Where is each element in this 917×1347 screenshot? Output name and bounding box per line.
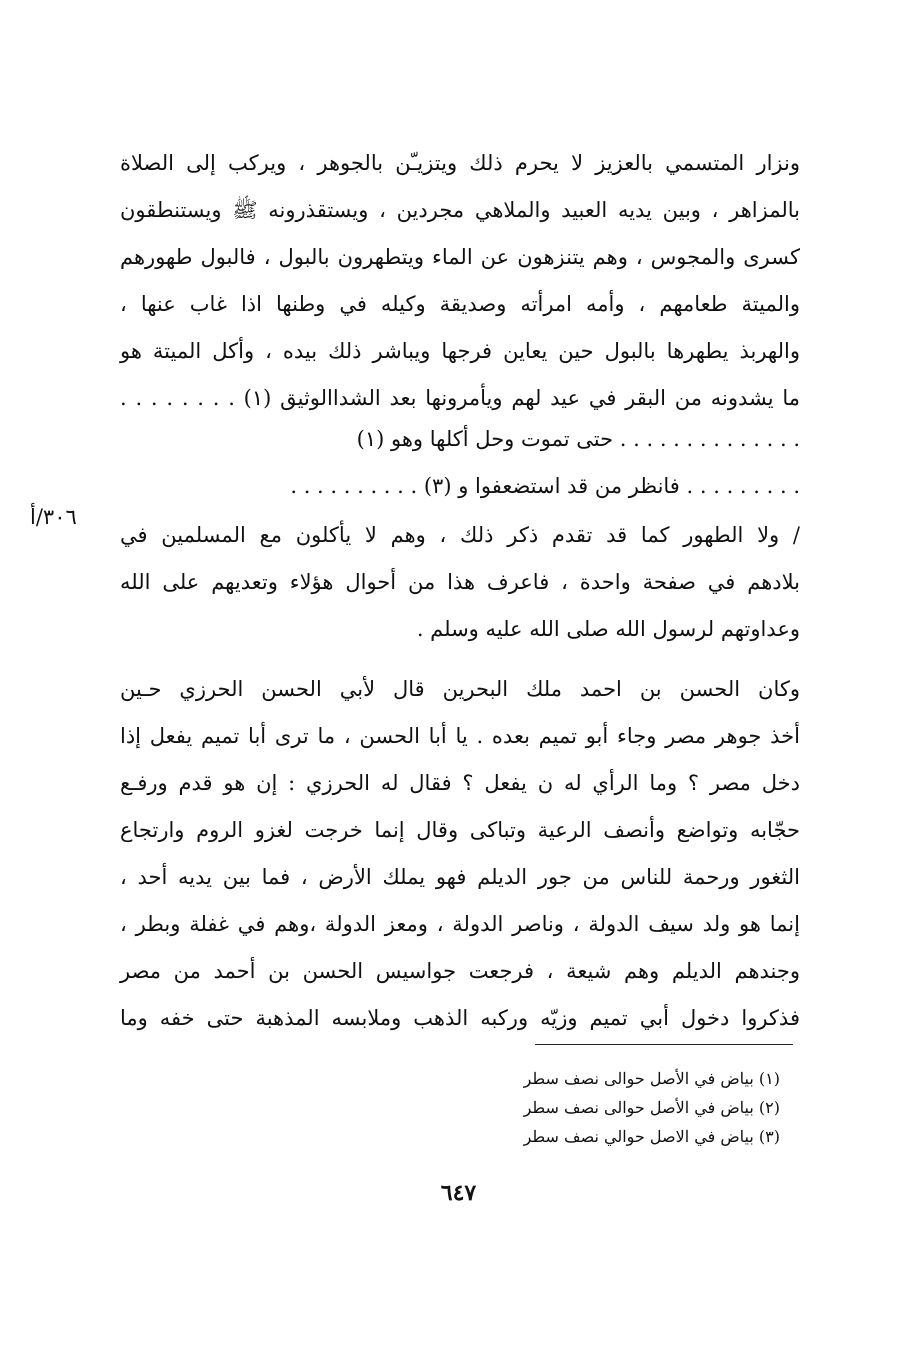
footnote: (٢) بياض في الأصل حوالى نصف سطر xyxy=(523,1098,780,1117)
text-line: إنما هو ولد سيف الدولة ، وناصر الدولة ، ومعز الدولة ،وهم في غفلة وبطر ، xyxy=(120,912,800,936)
text-line: أخذ جوهر مصر وجاء أبو تميم بعده . يا أبا الحسن ، ما ترى أبا تميم يفعل إذا xyxy=(120,724,800,748)
footnotes xyxy=(420,1064,780,1151)
text-line: بلادهم في صفحة واحدة ، فاعرف هذا من أحوال هؤلاء وتعديهم على الله xyxy=(120,570,800,594)
paragraph-2 xyxy=(120,512,800,653)
text-line: ونزار المتسمي بالعزيز لا يحرم ذلك ويتزيـّن بالجوهر ، ويركب إلى الصلاة xyxy=(120,151,800,175)
verse-line: . . . . . . . . . فانظر من قد استضعفوا و (٣) . . . . . . . . . . xyxy=(290,474,800,498)
text-line: بالمزاهر ، وبين يديه العبيد والملاهي مجردين ، ويستقذرونه ﷺ ويستنطقون xyxy=(120,198,800,222)
text-line: وجندهم الديلم وهم شيعة ، فرجعت جواسيس الحسن بن أحمد من مصر xyxy=(120,959,800,983)
text-line: كسرى والمجوس ، وهم يتنزهون عن الماء ويتطهرون بالبول ، فالبول طهورهم xyxy=(120,245,800,269)
text-line: وعداوتهم لرسول الله صلى الله عليه وسلم . xyxy=(416,617,800,641)
paragraph-1 xyxy=(120,140,800,422)
footnote: (٣) بياض في الاصل حوالي نصف سطر xyxy=(523,1127,780,1146)
text-line: ما يشدونه من البقر في عيد لهم ويأمرونها بعد الشداالوثيق (١) . . . . . . . . xyxy=(120,386,800,410)
text-line: / ولا الطهور كما قد تقدم ذكر ذلك ، وهم لا يأكلون مع المسلمين في xyxy=(120,523,800,547)
page-number: ٦٤٧ xyxy=(440,1180,477,1206)
text-line: فذكروا دخول أبي تميم وزيّه وركبه الذهب وملابسه المذهبة حتى خفه وما xyxy=(120,1006,800,1030)
footnote-divider xyxy=(535,1044,793,1045)
text-line: وكان الحسن بن احمد ملك البحرين قال لأبي الحسن الحرزي حـين xyxy=(120,677,800,701)
text-line: والميتة طعامهم ، وأمه امرأته وصديقة وكيله في وطنها اذا غاب عنها ، xyxy=(120,292,800,316)
verse-line: . . . . . . . . . . . . . . حتى تموت وحل أكلها وهو (١) xyxy=(356,427,800,451)
footnote: (١) بياض في الأصل حوالى نصف سطر xyxy=(523,1069,780,1088)
verse-block xyxy=(120,416,800,510)
text-line: والهربذ يطهرها بالبول حين يعاين فرجها ويباشر ذلك بيده ، وأكل الميتة هو xyxy=(120,339,800,363)
folio-margin-note: ٣٠٦/أ xyxy=(30,505,77,529)
text-line: حجّابه وتواضع وأنصف الرعية وتباكى وقال إنما خرجت لغزو الروم وارتجاع xyxy=(120,818,800,842)
text-line: دخل مصر ؟ وما الرأي له ن يفعل ؟ فقال له الحرزي : إن هو قدم ورفـع xyxy=(120,771,800,795)
paragraph-3 xyxy=(120,666,800,1042)
text-line: الثغور ورحمة للناس من جور الديلم فهو يملك الأرض ، فما بين يديه أحد ، xyxy=(120,865,800,889)
